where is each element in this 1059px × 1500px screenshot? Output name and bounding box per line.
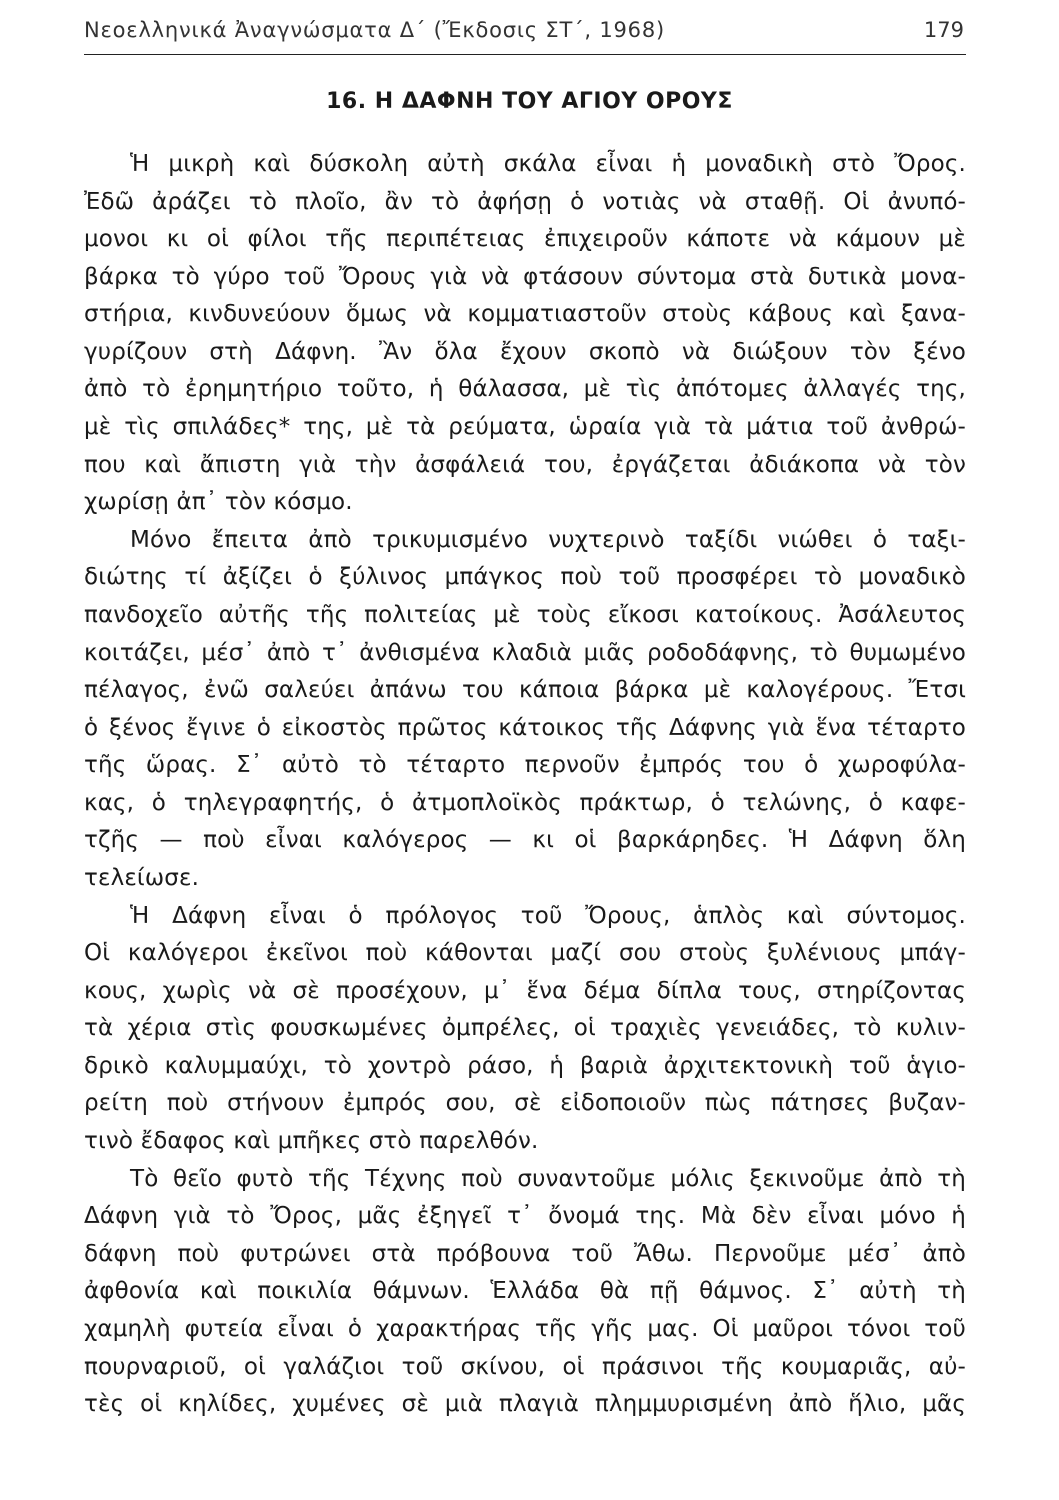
text-line: που καὶ ἄπιστη γιὰ τὴν ἀσφάλειά του, ἐργάζεται ἀδιάκοπα νὰ τὸν [84,451,966,478]
text-line: πουρναριοῦ, οἱ γαλάζιοι τοῦ σκίνου, οἱ πράσινοι τῆς κουμαριᾶς, αὐ- [84,1353,966,1380]
text-line: τῆς ὥρας. Σ᾽ αὐτὸ τὸ τέταρτο περνοῦν ἐμπρός του ὁ χωροφύλα- [84,752,966,779]
text-line: τὰ χέρια στὶς φουσκωμένες ὀμπρέλες, οἱ τραχιὲς γενειάδες, τὸ κυλιν- [84,1015,966,1042]
text-line: ὁ ξένος ἔγινε ὁ εἰκοστὸς πρῶτος κάτοικος τῆς Δάφνης γιὰ ἕνα τέταρτο [84,714,966,741]
text-line: πανδοχεῖο αὐτῆς τῆς πολιτείας μὲ τοὺς εἴκοσι κατοίκους. Ἀσάλευτος [84,601,966,628]
text-line: στήρια, κινδυνεύουν ὅμως νὰ κομματιαστοῦν στοὺς κάβους καὶ ξανα- [84,301,966,328]
text-line: μὲ τὶς σπιλάδες* της, μὲ τὰ ρεύματα, ὡραία γιὰ τὰ μάτια τοῦ ἀνθρώ- [84,414,966,441]
text-line: τζῆς — ποὺ εἶναι καλόγερος — κι οἱ βαρκάρηδες. Ἡ Δάφνη ὅλη [84,827,966,854]
text-line: κοιτάζει, μέσ᾽ ἀπὸ τ᾽ ἀνθισμένα κλαδιὰ μιᾶς ροδοδάφνης, τὸ θυμωμένο [84,639,966,666]
text-line: Ἐδῶ ἀράζει τὸ πλοῖο, ἂν τὸ ἀφήσῃ ὁ νοτιὰς νὰ σταθῇ. Οἱ ἀνυπό- [84,188,966,215]
text-line: ἀπὸ τὸ ἐρημητήριο τοῦτο, ἡ θάλασσα, μὲ τὶς ἀπότομες ἀλλαγές της, [84,376,966,403]
text-line: τὲς οἱ κηλίδες, χυμένες σὲ μιὰ πλαγιὰ πλημμυρισμένη ἀπὸ ἥλιο, μᾶς [84,1391,966,1418]
text-line: διώτης τί ἀξίζει ὁ ξύλινος μπάγκος ποὺ τοῦ προσφέρει τὸ μοναδικὸ [84,564,966,591]
text-line: δάφνη ποὺ φυτρώνει στὰ πρόβουνα τοῦ Ἄθω. Περνοῦμε μέσ᾽ ἀπὸ [84,1240,966,1267]
text-line: Ἡ μικρὴ καὶ δύσκολη αὐτὴ σκάλα εἶναι ἡ μοναδικὴ στὸ Ὄρος. [130,151,966,177]
text-line: βάρκα τὸ γύρο τοῦ Ὄρους γιὰ νὰ φτάσουν σύντομα στὰ δυτικὰ μονα- [84,263,966,290]
text-line: γυρίζουν στὴ Δάφνη. Ἂν ὅλα ἔχουν σκοπὸ νὰ διώξουν τὸν ξένο [84,338,966,365]
text-line: τελείωσε. [84,864,200,891]
text-line: Μόνο ἔπειτα ἀπὸ τρικυμισμένο νυχτερινὸ ταξίδι νιώθει ὁ ταξι- [130,526,966,553]
body-text [84,146,966,1424]
text-line: τινὸ ἔδαφος καὶ μπῆκες στὸ παρελθόν. [84,1128,539,1155]
text-line: χαμηλὴ φυτεία εἶναι ὁ χαρακτήρας τῆς γῆς μας. Οἱ μαῦροι τόνοι τοῦ [84,1315,966,1342]
text-line: πέλαγος, ἐνῶ σαλεύει ἀπάνω του κάποια βάρκα μὲ καλογέρους. Ἔτσι [84,677,966,704]
page-header [84,14,966,55]
text-line: κους, χωρὶς νὰ σὲ προσέχουν, μ᾽ ἕνα δέμα δίπλα τους, στηρίζοντας [84,977,966,1004]
running-head: Νεοελληνικά Ἀναγνώσματα Δ΄ (Ἔκδοσις ΣΤ΄, 1968) [84,18,665,42]
text-line: ρείτη ποὺ στήνουν ἐμπρός σου, σὲ εἰδοποιοῦν πὼς πάτησες βυζαν- [84,1090,966,1117]
text-line: Οἱ καλόγεροι ἐκεῖνοι ποὺ κάθονται μαζί σου στοὺς ξυλένιους μπάγ- [84,940,966,967]
text-line: μονοι κι οἱ φίλοι τῆς περιπέτειας ἐπιχειροῦν κάποτε νὰ κάμουν μὲ [84,226,966,253]
text-line: Δάφνη γιὰ τὸ Ὄρος, μᾶς ἐξηγεῖ τ᾽ ὄνομά της. Μὰ δὲν εἶναι μόνο ἡ [84,1203,966,1230]
text-line: χωρίσῃ ἀπ᾽ τὸν κόσμο. [84,489,353,516]
text-line: ἀφθονία καὶ ποικιλία θάμνων. Ἑλλάδα θὰ πῇ θάμνος. Σ᾽ αὐτὴ τὴ [84,1278,966,1305]
text-line: δρικὸ καλυμμαύχι, τὸ χοντρὸ ράσο, ἡ βαριὰ ἀρχιτεκτονικὴ τοῦ ἁγιο- [84,1052,966,1079]
chapter-title: 16. Η ΔΑΦΝΗ ΤΟΥ ΑΓΙΟΥ ΟΡΟΥΣ [326,89,733,114]
text-line: Τὸ θεῖο φυτὸ τῆς Τέχνης ποὺ συναντοῦμε μόλις ξεκινοῦμε ἀπὸ τὴ [130,1165,966,1192]
text-line: Ἡ Δάφνη εἶναι ὁ πρόλογος τοῦ Ὄρους, ἁπλὸς καὶ σύντομος. [130,902,966,929]
text-line: κας, ὁ τηλεγραφητής, ὁ ἀτμοπλοϊκὸς πράκτωρ, ὁ τελώνης, ὁ καφε- [84,789,966,816]
page-number: 179 [923,18,964,42]
